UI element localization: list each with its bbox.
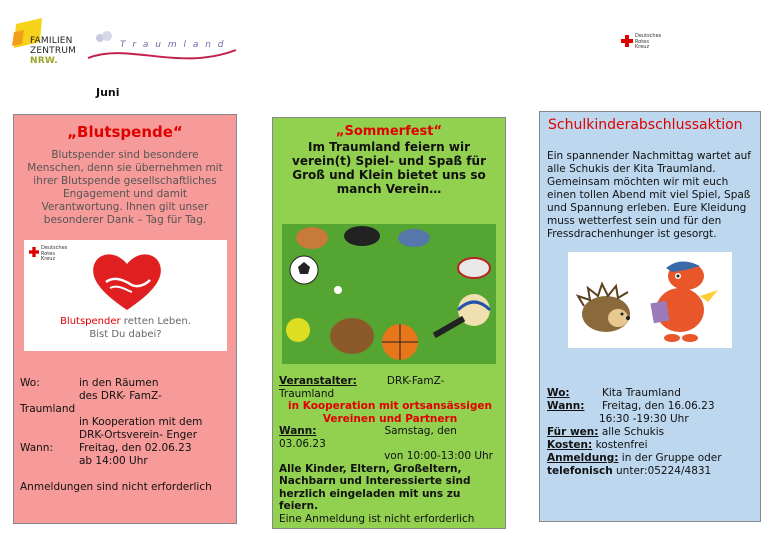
veranstalter-label: Veranstalter: xyxy=(279,375,357,387)
sommerfest-subtitle: Im Traumland feiern wir verein(t) Spiel- und Spaß für Groß und Klein bietet uns so manch Verein… xyxy=(292,140,486,196)
card-drk-text xyxy=(41,246,67,263)
schulkinder-wo-label: Wo: xyxy=(547,387,570,399)
red-cross-icon xyxy=(29,247,39,257)
logo-script: T r a u m l a n d xyxy=(120,40,226,50)
card-caption-red: Blutspender xyxy=(60,316,121,327)
veranstalter-value2: Traumland xyxy=(279,387,335,400)
sports-equipment-image xyxy=(282,224,496,364)
schulkinder-anmeldung-row xyxy=(547,452,757,465)
schulkinder-fuer-label: Für wen: xyxy=(547,426,599,438)
schulkinder-wann-label: Wann: xyxy=(547,400,585,412)
sommerfest-invite: Alle Kinder, Eltern, Großeltern, Nachbarn und Interessierte sind herzlich eingeladen mit uns zu feiern. xyxy=(279,462,471,512)
hedgehog-dragon-illustration xyxy=(568,252,732,348)
card-caption-rest: retten Leben. xyxy=(120,316,191,327)
drk-line1: Deutsches xyxy=(635,33,662,39)
veranstalter-value: DRK-FamZ- xyxy=(386,375,445,387)
sommerfest-wann-label: Wann: xyxy=(279,425,317,437)
blutspende-koop-row xyxy=(20,416,232,429)
schulkinder-wann-row2 xyxy=(547,413,757,426)
schulkinder-wann-value1: Freitag, den 16.06.23 xyxy=(602,400,715,412)
koop-line2: DRK-Ortsverein- Enger xyxy=(79,429,198,441)
card-caption-line2: Bist Du dabei? xyxy=(89,329,162,340)
schulkinder-intro: Ein spannender Nachmittag wartet auf alle Schukis der Kita Traumland. Gemeinsam möchten wir mit euch einen tollen Abend mit viel Spiel, Spaß und Spannung erleben. Eure Kleidung muss wetterfest sein und für den Fressdrachenhunger ist gesorgt. xyxy=(547,150,752,240)
schulkinder-anmeldung-value: in der Gruppe oder xyxy=(621,452,722,464)
blutspende-koop-row2 xyxy=(20,429,232,442)
familienzentrum-logo-text xyxy=(30,36,76,66)
blutspende-title: „Blutspende“ xyxy=(67,123,183,141)
wann-value1: Freitag, den 02.06.23 xyxy=(79,442,192,454)
wann-label: Wann: xyxy=(20,442,53,454)
schulkinder-wann-value2: 16:30 -19:30 Uhr xyxy=(599,413,689,425)
wo-value3: Traumland xyxy=(20,403,76,415)
veranstalter-row xyxy=(279,375,501,388)
schulkinder-info xyxy=(547,387,757,478)
blutspende-note: Anmeldungen sind nicht erforderlich xyxy=(20,481,212,493)
logo-line2: ZENTRUM xyxy=(30,46,77,56)
blutspende-wann-row xyxy=(20,442,232,455)
drk-logo xyxy=(621,34,681,52)
card-drk-line1: Deutsches xyxy=(41,245,68,251)
schulkinder-tel-row xyxy=(547,465,757,478)
logo-nrw: NRW. xyxy=(30,56,58,66)
schulkinder-tel-label: telefonisch xyxy=(547,465,613,477)
wann-value2: ab 14:00 Uhr xyxy=(79,455,148,467)
red-cross-icon xyxy=(621,35,633,47)
blutspende-wann-row2 xyxy=(20,455,232,468)
blutspende-wo-row2 xyxy=(20,390,232,403)
wo-value2: des DRK- FamZ- xyxy=(79,390,162,402)
sommerfest-wann-time: von 10:00-13:00 Uhr xyxy=(384,450,493,462)
sommerfest-wann-value: Samstag, den xyxy=(384,425,457,437)
wo-label: Wo: xyxy=(20,377,40,389)
schulkinder-kosten-value: kostenfrei xyxy=(595,439,648,451)
card-drk-line2: Rotes xyxy=(41,250,55,257)
sommerfest-note: Eine Anmeldung ist nicht erforderlich xyxy=(279,512,475,525)
card-drk-line3: Kreuz xyxy=(41,256,56,262)
schulkinder-title: Schulkinderabschlussaktion xyxy=(548,117,743,133)
sommerfest-wann-date: 03.06.23 xyxy=(279,437,326,450)
card-caption-line1 xyxy=(24,316,227,327)
schulkinder-fuer-value: alle Schukis xyxy=(601,426,665,438)
sommerfest-panel xyxy=(272,117,506,529)
blutspende-wo-row xyxy=(20,377,232,390)
schulkinder-kosten-row xyxy=(547,439,757,452)
blutspende-intro: Blutspender sind besondere Menschen, denn sie übernehmen mit ihrer Blutspende gesellschaftliches Engagement und damit Verantwortung. Ihnen gilt unser besonderer Dank – Tag für Tag. xyxy=(27,149,223,226)
sommerfest-info xyxy=(279,375,501,525)
drk-logo-text xyxy=(635,34,661,51)
drk-line2: Rotes xyxy=(635,38,649,45)
wo-value1: in den Räumen xyxy=(79,377,159,389)
sommerfest-title: „Sommerfest“ xyxy=(335,124,443,139)
month-label: Juni xyxy=(96,86,120,99)
koop-line1: in Kooperation mit dem xyxy=(79,416,203,428)
blutspende-info xyxy=(20,377,232,494)
schulkinder-anmeldung-label: Anmeldung: xyxy=(547,452,619,464)
schulkinder-kosten-label: Kosten: xyxy=(547,439,593,451)
familienzentrum-logo xyxy=(8,12,243,72)
schulkinder-wo-row xyxy=(547,387,757,400)
schulkinder-wann-row xyxy=(547,400,757,413)
blutspende-panel xyxy=(13,114,237,524)
heart-hands-icon xyxy=(90,250,164,314)
schulkinder-wo-value: Kita Traumland xyxy=(602,387,681,399)
sommerfest-koop: in Kooperation mit ortsansässigen Vereinen und Partnern xyxy=(288,400,492,425)
sommerfest-wann-row xyxy=(279,425,501,438)
blutspende-image xyxy=(24,240,227,351)
logo-line1: FAMILIEN xyxy=(30,36,73,46)
schulkinder-tel-value: unter:05224/4831 xyxy=(616,465,712,477)
drk-line3: Kreuz xyxy=(635,44,650,50)
schulkinder-fuer-row xyxy=(547,426,757,439)
schulkinder-panel xyxy=(539,111,761,522)
